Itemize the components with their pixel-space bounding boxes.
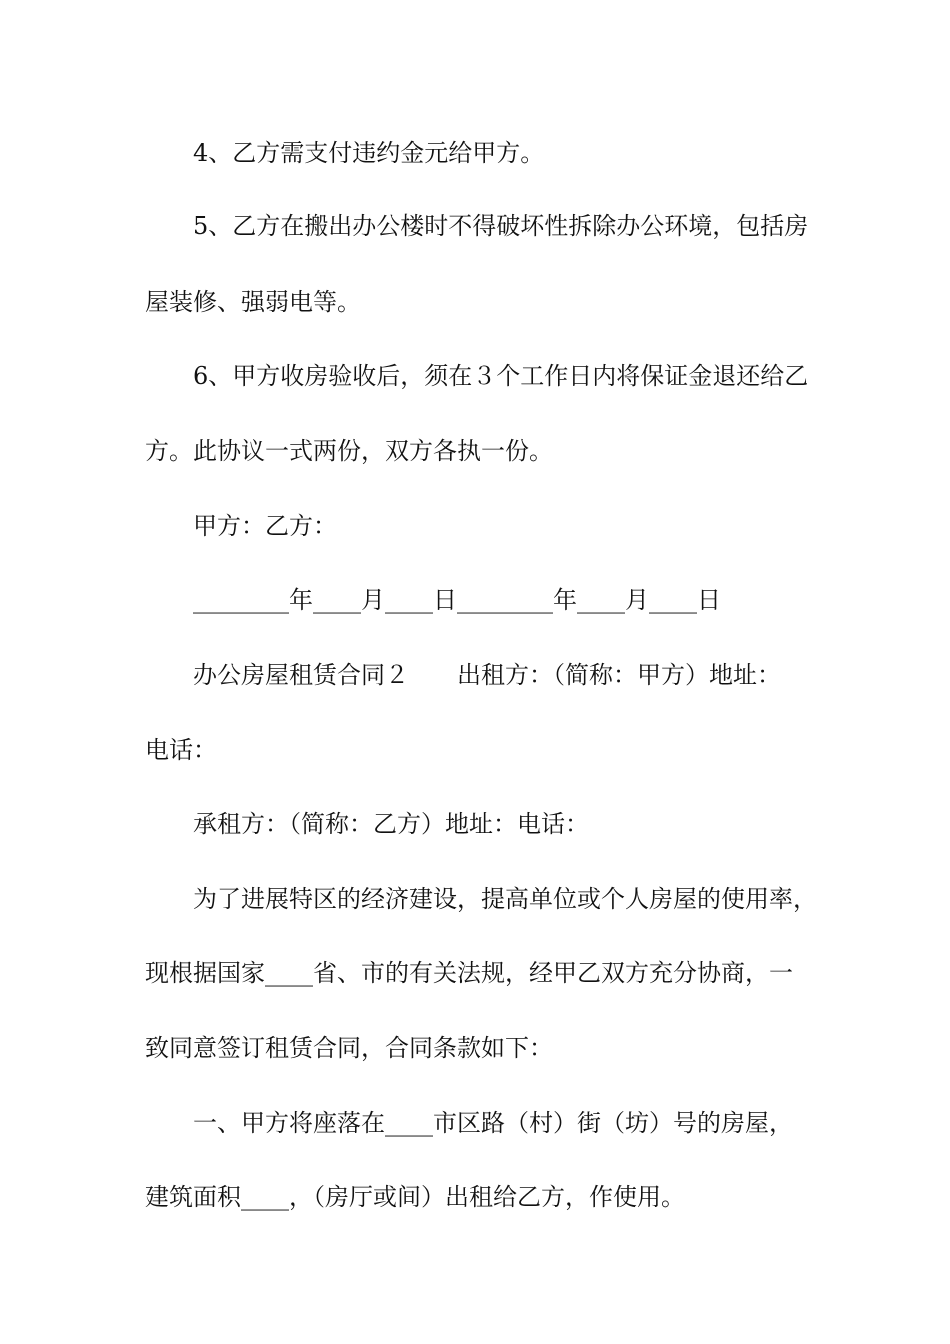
paragraph-line: 为了进展特区的经济建设，提高单位或个人房屋的使用率， bbox=[193, 885, 817, 913]
signature-date-line: ________年____月____日________年____月____日 bbox=[193, 586, 721, 614]
signature-parties-line: 甲方：乙方： bbox=[193, 512, 337, 540]
paragraph-line: 现根据国家____省、市的有关法规，经甲乙双方充分协商，一 bbox=[145, 959, 793, 987]
paragraph-line: 建筑面积____，（房厅或间）出租给乙方，作使用。 bbox=[145, 1183, 685, 1211]
paragraph-line: 一、甲方将座落在____市区路（村）街（坊）号的房屋， bbox=[193, 1109, 793, 1137]
paragraph-line: 方。此协议一式两份，双方各执一份。 bbox=[145, 437, 553, 465]
paragraph-line: 屋装修、强弱电等。 bbox=[145, 288, 361, 316]
paragraph-line: 6、甲方收房验收后，须在３个工作日内将保证金退还给乙 bbox=[193, 362, 809, 390]
paragraph-line: 电话： bbox=[145, 736, 217, 764]
paragraph-line: 承租方：（简称：乙方）地址：电话： bbox=[193, 810, 589, 838]
paragraph-line: 4、乙方需支付违约金元给甲方。 bbox=[193, 139, 545, 167]
contract-title-line: 办公房屋租赁合同２ 出租方：（简称：甲方）地址： bbox=[193, 661, 781, 689]
paragraph-line: 致同意签订租赁合同，合同条款如下： bbox=[145, 1034, 553, 1062]
paragraph-line: 5、乙方在搬出办公楼时不得破坏性拆除办公环境，包括房 bbox=[193, 212, 809, 240]
